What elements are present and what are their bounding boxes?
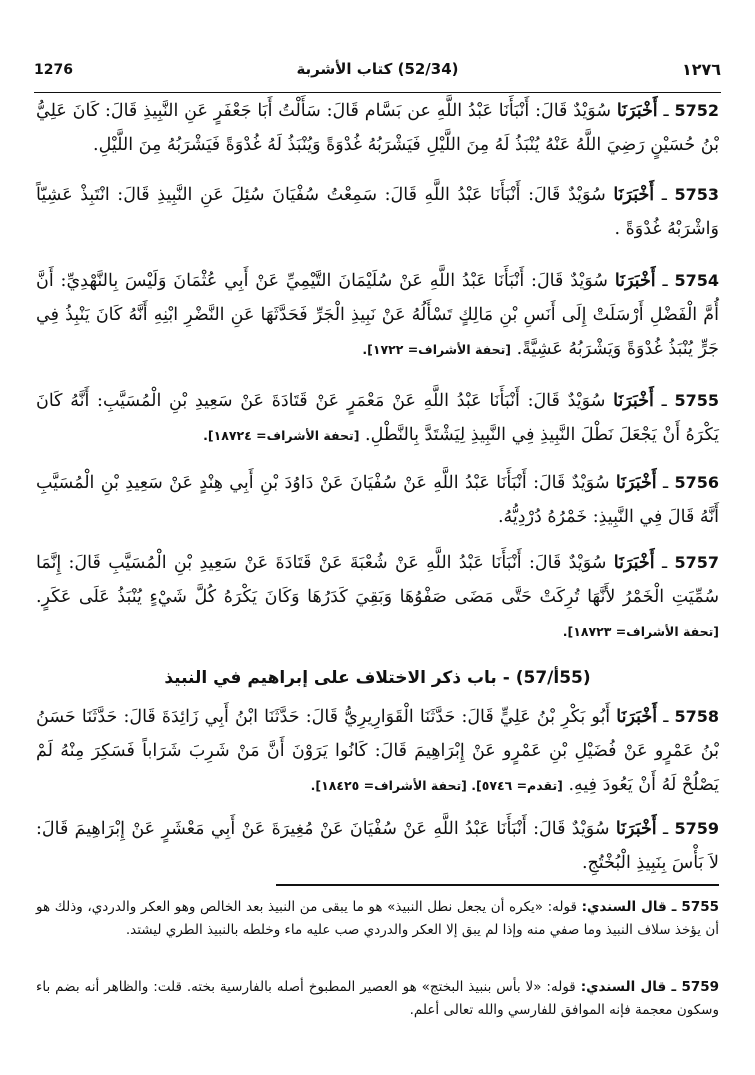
hadith-number: 5755: [674, 391, 719, 410]
hadith-5754: 5754 ـ أَخْبَرَنَا سُوَيْدٌ قَالَ: أَنْبَأَنَا عَبْدُ اللَّهِ عَنْ سُلَيْمَانَ التَّيْمِيِّ عَنْ أَبِي عُثْمَانَ وَلَيْسَ بِالنَّهْدِيِّ: أَنَّ أُمَّ الْفَضْلِ أَرْسَلَتْ إِلَى أَنَسِ بْنِ مَالِكٍ تَسْأَلُهُ عَنْ نَبِيذِ الْجَرِّ فَحَدَّثَهَا عَنِ النَّضْرِ ابْنِهِ أَنَّهُ كَانَ يَنْبِذُ فِي جَرٍّ يُنْبَذُ غُدْوَةً وَيَشْرَبُهُ عَشِيَّةً. [تحفة الأشراف= ١٧٢٢].: [36, 271, 719, 359]
hadith-5752: 5752 ـ أَخْبَرَنَا سُوَيْدٌ قَالَ: أَنْبَأَنَا عَبْدُ اللَّهِ عن بَسَّام قَالَ: سَأَلْتُ أَبَا جَعْفَرٍ عَنِ النَّبِيذِ قَالَ: كَانَ عَلِيُّ بْنُ حُسَيْنٍ رَضِيَ اللَّهُ عَنْهُ يُنْبَذُ لَهُ مِنَ اللَّيْلِ فَيَشْرَبُهُ غُدْوَةً وَيُنْبَذُ لَهُ غُدْوَةً فَيَشْرَبُهُ مِنَ اللَّيْلِ.: [36, 101, 719, 155]
tuhfa-reference: [تحفة الأشراف= ١٨٧٢٣].: [562, 624, 719, 639]
hadith-number: 5754: [674, 271, 719, 290]
footnote-rule: [276, 884, 719, 886]
hadith-5758: 5758 ـ أَخْبَرَنَا أَبُو بَكْرِ بْنُ عَلِيٍّ قَالَ: حَدَّثَنَا الْقَوَارِيرِيُّ قَالَ: حَدَّثَنَا ابْنُ أَبِي زَائِدَةَ قَالَ: حَدَّثَنَا حَسَنُ بْنُ عَمْرٍو عَنْ فُضَيْلِ بْنِ عَمْرٍو عَنْ إِبْرَاهِيمَ قَالَ: كَانُوا يَرَوْنَ أَنَّ مَنْ شَرِبَ شَرَاباً فَسَكِرَ مِنْهُ لَمْ يَصْلُحْ لَهُ أَنْ يَعُودَ فِيهِ. [تقدم= ٥٧٤٦]. [تحفة الأشراف= ١٨٤٢٥].: [36, 707, 719, 795]
hadith-text: سُوَيْدٌ قَالَ: أَنْبَأَنَا عَبْدُ اللَّهِ عَنْ شُعْبَةَ عَنْ قَتَادَةَ عَنْ سَعِيدِ بْنِ الْمُسَيَّبِ قَالَ: إِنَّمَا سُمِّيَتِ الْخَمْرُ لأَنَّهَا تُرِكَتْ حَتَّى مَضَى صَفْوُهَا وَبَقِيَ كَدَرُهَا وَكَانَ يَكْرَهُ كُلَّ شَيْءٍ يُنْبَذُ عَلَى عَكَرٍ.: [36, 553, 719, 607]
hadith-opening: أَخْبَرَنَا: [615, 473, 657, 493]
tuhfa-reference: [تحفة الأشراف= ١٨٧٢٤].: [203, 428, 360, 443]
hadith-opening: أَخْبَرَنَا: [616, 101, 658, 121]
page-number-latin: 1276: [34, 62, 73, 78]
hadith-number: 5757: [674, 553, 719, 572]
page-number-arabic: ١٢٧٦: [681, 60, 721, 79]
footnote-text: قوله: «لا بأس بنبيذ البختج» هو العصير المطبوخ أصله بالفارسية بخته. قلت: والظاهر أنه بضم باء وسكون معجمة فإنه الموافق للفارسي والله تعالى أعلم.: [36, 979, 719, 1018]
hadith-text: سُوَيْدٌ قَالَ: أَنْبَأَنَا عَبْدُ اللَّهِ عَنْ سُلَيْمَانَ التَّيْمِيِّ عَنْ أَبِي عُثْمَانَ وَلَيْسَ بِالنَّهْدِيِّ: أَنَّ أُمَّ الْفَضْلِ أَرْسَلَتْ إِلَى أَنَسِ بْنِ مَالِكٍ تَسْأَلُهُ عَنْ نَبِيذِ الْجَرِّ فَحَدَّثَهَا عَنِ النَّضْرِ ابْنِهِ أَنَّهُ كَانَ يَنْبِذُ فِي جَرٍّ يُنْبَذُ غُدْوَةً وَيَشْرَبُهُ عَشِيَّةً.: [36, 271, 719, 359]
hadith-number: 5753: [674, 185, 719, 204]
hadith-text: سُوَيْدٌ قَالَ: أَنْبَأَنَا عَبْدُ اللَّهِ عن بَسَّام قَالَ: سَأَلْتُ أَبَا جَعْفَرٍ عَنِ النَّبِيذِ قَالَ: كَانَ عَلِيُّ بْنُ حُسَيْنٍ رَضِيَ اللَّهُ عَنْهُ يُنْبَذُ لَهُ مِنَ اللَّيْلِ فَيَشْرَبُهُ غُدْوَةً وَيُنْبَذُ لَهُ غُدْوَةً فَيَشْرَبُهُ مِنَ اللَّيْلِ.: [36, 101, 719, 155]
hadith-number: 5758: [674, 707, 719, 726]
hadith-number: 5759: [674, 819, 719, 838]
hadith-number: 5752: [674, 101, 719, 120]
hadith-opening: أَخْبَرَنَا: [614, 271, 656, 291]
tuhfa-reference: [تحفة الأشراف= ١٧٢٢].: [362, 342, 511, 357]
hadith-5759: 5759 ـ أَخْبَرَنَا سُوَيْدٌ قَالَ: أَنْبَأَنَا عَبْدُ اللَّهِ عَنْ سُفْيَانَ عَنْ مُغِيرَةَ عَنْ أَبِي مَعْشَرٍ عَنْ إِبْرَاهِيمَ قَالَ: لاَ بَأْسَ بِنَبِيذِ الْبُخْتُجِ.: [36, 819, 719, 873]
hadith-opening: أَخْبَرَنَا: [613, 553, 655, 573]
hadith-opening: أَخْبَرَنَا: [613, 391, 654, 411]
footnote-5759: [36, 976, 719, 1022]
hadith-5756: 5756 ـ أَخْبَرَنَا سُوَيْدٌ قَالَ: أَنْبَأَنَا عَبْدُ اللَّهِ عَنْ سُفْيَانَ عَنْ دَاوُدَ بْنِ أَبِي هِنْدٍ عَنْ سَعِيدِ بْنِ الْمُسَيَّبِ أَنَّهُ قَالَ فِي النَّبِيذِ: خَمْرُهُ دُرْدِيُّهُ.: [36, 473, 719, 527]
hadith-opening: أَخْبَرَنَا: [616, 707, 658, 727]
footnote-head: 5759 ـ قال السندي:: [580, 979, 720, 995]
running-header: [34, 58, 721, 88]
hadith-number: 5756: [674, 473, 719, 492]
hadith-text: أَبُو بَكْرِ بْنُ عَلِيٍّ قَالَ: حَدَّثَنَا الْقَوَارِيرِيُّ قَالَ: حَدَّثَنَا ابْنُ أَبِي زَائِدَةَ قَالَ: حَدَّثَنَا حَسَنُ بْنُ عَمْرٍو عَنْ فُضَيْلِ بْنِ عَمْرٍو عَنْ إِبْرَاهِيمَ قَالَ: كَانُوا يَرَوْنَ أَنَّ مَنْ شَرِبَ شَرَاباً فَسَكِرَ مِنْهُ لَمْ يَصْلُحْ لَهُ أَنْ يَعُودَ فِيهِ.: [36, 707, 719, 795]
chapter-heading: (55أ/57) - باب ذكر الاختلاف على إبراهيم في النبيذ: [164, 668, 591, 688]
footnote-head: 5755 ـ قال السندي:: [581, 899, 719, 915]
footnote-text: قوله: «يكره أن يجعل نطل النبيذ» هو ما يبقى من النبيذ بعد الخالص وهو العكر والدردي، وذلك هو أن يؤخذ سلاف النبيذ وما صفي منه وإذا لم يبق إلا العكر والدردي صب عليه ماء وخلطه بالنبيذ الطري ليشتد.: [36, 899, 719, 938]
hadith-opening: أَخْبَرَنَا: [615, 819, 657, 839]
hadith-text: سُوَيْدٌ قَالَ: أَنْبَأَنَا عَبْدُ اللَّهِ عَنْ مَعْمَرٍ عَنْ قَتَادَةَ عَنْ سَعِيدِ بْنِ الْمُسَيَّبِ: أَنَّهُ كَانَ يَكْرَهُ أَنْ يَجْعَلَ نَطْلَ النَّبِيذِ فِي النَّبِيذِ لِيَشْتَدَّ بِالنَّطْلِ.: [36, 391, 719, 445]
footnote-5755: [36, 896, 719, 942]
hadith-5753: 5753 ـ أَخْبَرَنَا سُوَيْدٌ قَالَ: أَنْبَأَنَا عَبْدُ اللَّهِ قَالَ: سَمِعْتُ سُفْيَانَ سُئِلَ عَنِ النَّبِيذِ قَالَ: انْتَبِذْ عَشِيّاً وَاشْرَبْهُ غُدْوَةً .: [36, 185, 719, 239]
header-rule: [34, 92, 721, 93]
hadith-opening: أَخْبَرَنَا: [613, 185, 655, 205]
hadith-text: سُوَيْدٌ قَالَ: أَنْبَأَنَا عَبْدُ اللَّهِ قَالَ: سَمِعْتُ سُفْيَانَ سُئِلَ عَنِ النَّبِيذِ قَالَ: انْتَبِذْ عَشِيّاً وَاشْرَبْهُ غُدْوَةً .: [36, 185, 719, 239]
hadith-5757: 5757 ـ أَخْبَرَنَا سُوَيْدٌ قَالَ: أَنْبَأَنَا عَبْدُ اللَّهِ عَنْ شُعْبَةَ عَنْ قَتَادَةَ عَنْ سَعِيدِ بْنِ الْمُسَيَّبِ قَالَ: إِنَّمَا سُمِّيَتِ الْخَمْرُ لأَنَّهَا تُرِكَتْ حَتَّى مَضَى صَفْوُهَا وَبَقِيَ كَدَرُهَا وَكَانَ يَكْرَهُ كُلَّ شَيْءٍ يُنْبَذُ عَلَى عَكَرٍ. [تحفة الأشراف= ١٨٧٢٣].: [36, 553, 719, 639]
hadith-text: سُوَيْدٌ قَالَ: أَنْبَأَنَا عَبْدُ اللَّهِ عَنْ سُفْيَانَ عَنْ دَاوُدَ بْنِ أَبِي هِنْدٍ عَنْ سَعِيدِ بْنِ الْمُسَيَّبِ أَنَّهُ قَالَ فِي النَّبِيذِ: خَمْرُهُ دُرْدِيُّهُ.: [36, 473, 719, 527]
hadith-5755: 5755 ـ أَخْبَرَنَا سُوَيْدٌ قَالَ: أَنْبَأَنَا عَبْدُ اللَّهِ عَنْ مَعْمَرٍ عَنْ قَتَادَةَ عَنْ سَعِيدِ بْنِ الْمُسَيَّبِ: أَنَّهُ كَانَ يَكْرَهُ أَنْ يَجْعَلَ نَطْلَ النَّبِيذِ فِي النَّبِيذِ لِيَشْتَدَّ بِالنَّطْلِ. [تحفة الأشراف= ١٨٧٢٤].: [36, 391, 719, 445]
book-title: (52/34) كتاب الأشربة: [296, 60, 459, 78]
tuhfa-reference: [تقدم= ٥٧٤٦]. [تحفة الأشراف= ١٨٤٢٥].: [310, 778, 563, 793]
hadith-text: سُوَيْدٌ قَالَ: أَنْبَأَنَا عَبْدُ اللَّهِ عَنْ سُفْيَانَ عَنْ مُغِيرَةَ عَنْ أَبِي مَعْشَرٍ عَنْ إِبْرَاهِيمَ قَالَ: لاَ بَأْسَ بِنَبِيذِ الْبُخْتُجِ.: [36, 819, 719, 873]
